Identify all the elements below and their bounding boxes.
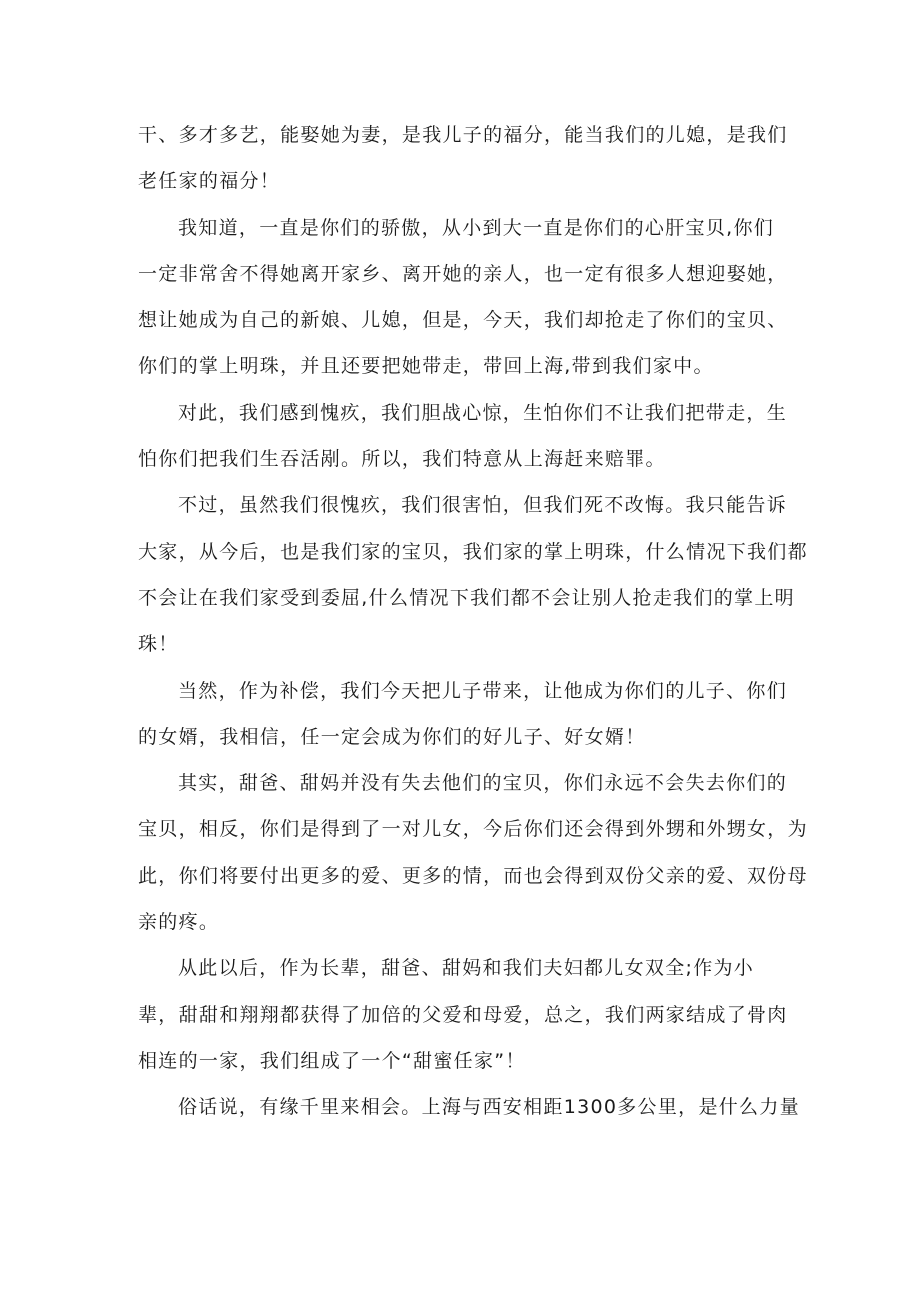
text-line: 我知道，一直是你们的骄傲，从小到大一直是你们的心肝宝贝,你们 — [178, 216, 775, 239]
text-line: 一定非常舍不得她离开家乡、离开她的亲人，也一定有很多人想迎娶她， — [138, 262, 788, 285]
text-line: 想让她成为自己的新娘、儿媳，但是，今天，我们却抢走了你们的宝贝、 — [138, 309, 788, 332]
text-line: 其实，甜爸、甜妈并没有失去他们的宝贝，你们永远不会失去你们的 — [178, 772, 788, 795]
text-line: 怕你们把我们生吞活剐。所以，我们特意从上海赶来赔罪。 — [138, 448, 666, 471]
body-text — [138, 112, 808, 1131]
text-line: 老任家的福分！ — [138, 170, 281, 193]
text-line: 不过，虽然我们很愧疚，我们很害怕，但我们死不改悔。我只能告诉 — [178, 494, 788, 517]
text-line: 不会让在我们家受到委屈,什么情况下我们都不会让别人抢走我们的掌上明 — [138, 586, 795, 609]
text-line: 相连的一家，我们组成了一个“甜蜜任家”！ — [138, 1049, 526, 1072]
text-line: 从此以后，作为长辈，甜爸、甜妈和我们夫妇都儿女双全;作为小 — [178, 957, 755, 980]
text-line: 你们的掌上明珠，并且还要把她带走，带回上海,带到我们家中。 — [138, 355, 714, 378]
text-line: 当然，作为补偿，我们今天把儿子带来，让他成为你们的儿子、你们 — [178, 679, 788, 702]
text-line: 大家，从今后，也是我们家的宝贝，我们家的掌上明珠，什么情况下我们都 — [138, 540, 808, 563]
text-line: 干、多才多艺，能娶她为妻，是我儿子的福分，能当我们的儿媳，是我们 — [138, 124, 788, 146]
text-line: 对此，我们感到愧疚，我们胆战心惊，生怕你们不让我们把带走，生 — [178, 401, 788, 424]
text-line: 宝贝，相反，你们是得到了一对儿女，今后你们还会得到外甥和外甥女，为 — [138, 818, 808, 841]
text-line: 俗话说，有缘千里来相会。上海与西安相距1300多公里，是什么力量 — [178, 1096, 800, 1119]
text-line: 珠！ — [138, 633, 179, 656]
text-line: 的女婿，我相信，任一定会成为你们的好儿子、好女婿！ — [138, 725, 646, 748]
text-line: 辈，甜甜和翔翔都获得了加倍的父爱和母爱，总之，我们两家结成了骨肉 — [138, 1003, 788, 1026]
text-line: 亲的疼。 — [138, 911, 220, 934]
text-line: 此，你们将要付出更多的爱、更多的情，而也会得到双份父亲的爱、双份母 — [138, 864, 808, 887]
